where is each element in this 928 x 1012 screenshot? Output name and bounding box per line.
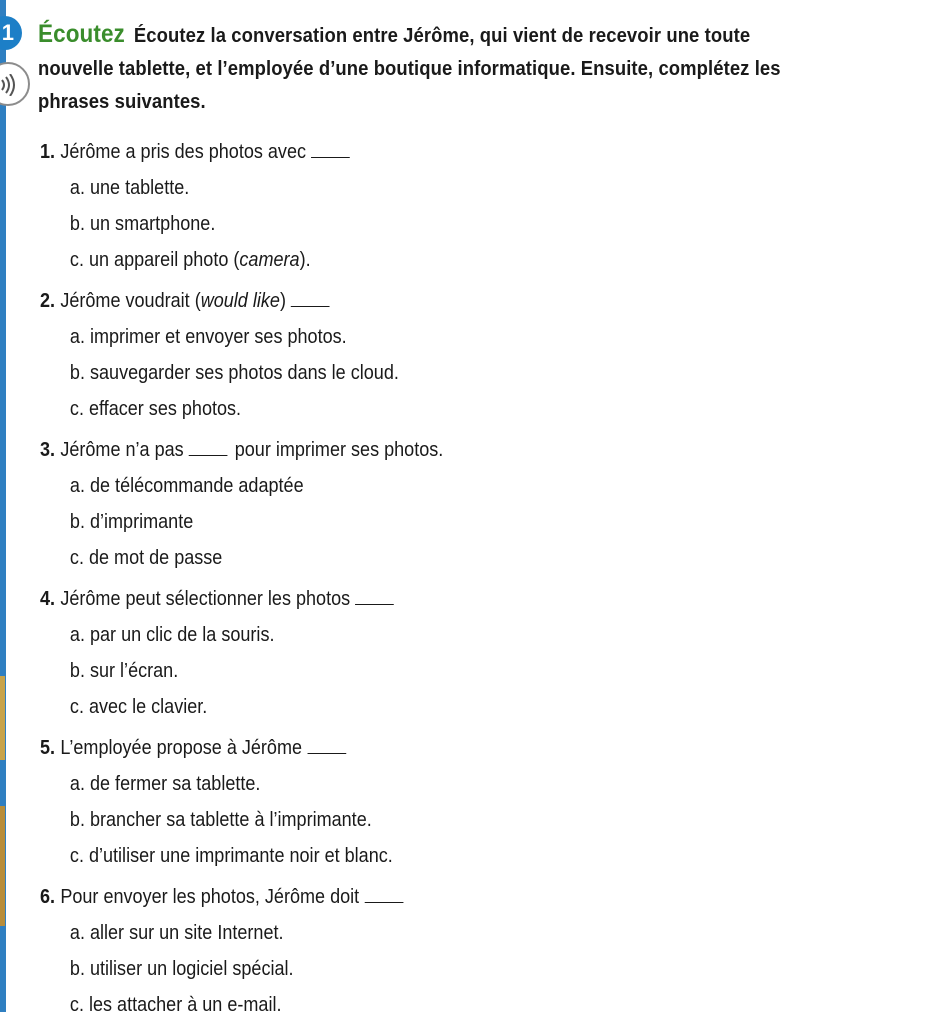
answer-blank	[311, 157, 350, 158]
option-a: a. par un clic de la souris.	[69, 623, 275, 646]
option-a: a. imprimer et envoyer ses photos.	[69, 325, 347, 348]
exercise-number-badge	[0, 16, 22, 50]
speaker-waves-icon	[0, 74, 18, 96]
option-italic-text: camera	[239, 248, 300, 271]
margin-image-strip	[0, 806, 5, 926]
question-stem	[40, 432, 797, 468]
exercise-number: 1	[1, 20, 14, 45]
option-a: a. de fermer sa tablette.	[69, 772, 261, 795]
question-4	[40, 581, 797, 725]
option-b: b. sur l’écran.	[69, 659, 179, 682]
question-stem	[40, 879, 797, 915]
option-b: b. d’imprimante	[69, 510, 194, 533]
question-number: 5.	[40, 736, 56, 759]
question-number: 1.	[40, 140, 56, 163]
stem-text: Jérôme voudrait (	[60, 289, 201, 312]
question-5	[40, 730, 797, 874]
answer-blank	[189, 455, 228, 456]
exercise-instructions: Écoutez la conversation entre Jérôme, qui vient de recevoir une toute nouvelle tablette, et l’employée d’une boutique informatique. Ensuite, complétez les phrases suivantes.	[38, 24, 781, 113]
stem-text: L’employée propose à Jérôme	[60, 736, 303, 759]
question-2	[40, 283, 797, 427]
answer-blank	[364, 902, 403, 903]
stem-text: Jérôme peut sélectionner les photos	[60, 587, 351, 610]
option-a: a. aller sur un site Internet.	[69, 921, 284, 944]
stem-text: Pour envoyer les photos, Jérôme doit	[60, 885, 360, 908]
stem-text: Jérôme a pris des photos avec	[60, 140, 307, 163]
option-c: c. les attacher à un e-mail.	[69, 993, 282, 1012]
option-text: ).	[299, 248, 311, 271]
option-c: c. de mot de passe	[69, 546, 223, 569]
question-list	[40, 134, 797, 1012]
question-number: 4.	[40, 587, 56, 610]
option-a: a. une tablette.	[69, 176, 190, 199]
question-stem	[40, 730, 797, 766]
stem-text: pour imprimer ses photos.	[234, 438, 444, 461]
option-b: b. un smartphone.	[69, 212, 216, 235]
margin-image-strip	[0, 676, 5, 760]
question-stem	[40, 581, 797, 617]
audio-icon[interactable]	[0, 62, 30, 106]
stem-text: Jérôme n’a pas	[60, 438, 184, 461]
question-6	[40, 879, 797, 1012]
question-number: 3.	[40, 438, 56, 461]
stem-text: )	[279, 289, 286, 312]
exercise-title: Écoutez	[38, 20, 125, 48]
option-c: c. d’utiliser une imprimante noir et blanc.	[69, 844, 393, 867]
question-number: 6.	[40, 885, 56, 908]
exercise-header	[38, 18, 812, 118]
option-c: c. effacer ses photos.	[69, 397, 242, 420]
question-stem	[40, 283, 797, 319]
option-c: c. avec le clavier.	[69, 695, 208, 718]
option-c	[40, 242, 797, 278]
answer-blank	[307, 753, 346, 754]
answer-blank	[355, 604, 394, 605]
question-1	[40, 134, 797, 278]
question-stem	[40, 134, 797, 170]
option-a: a. de télécommande adaptée	[69, 474, 304, 497]
option-text: c. un appareil photo (	[69, 248, 240, 271]
answer-blank	[291, 306, 330, 307]
question-number: 2.	[40, 289, 56, 312]
option-b: b. sauvegarder ses photos dans le cloud.	[69, 361, 399, 384]
option-b: b. utiliser un logiciel spécial.	[69, 957, 294, 980]
option-b: b. brancher sa tablette à l’imprimante.	[69, 808, 372, 831]
question-3	[40, 432, 797, 576]
stem-italic-text: would like	[200, 289, 280, 312]
